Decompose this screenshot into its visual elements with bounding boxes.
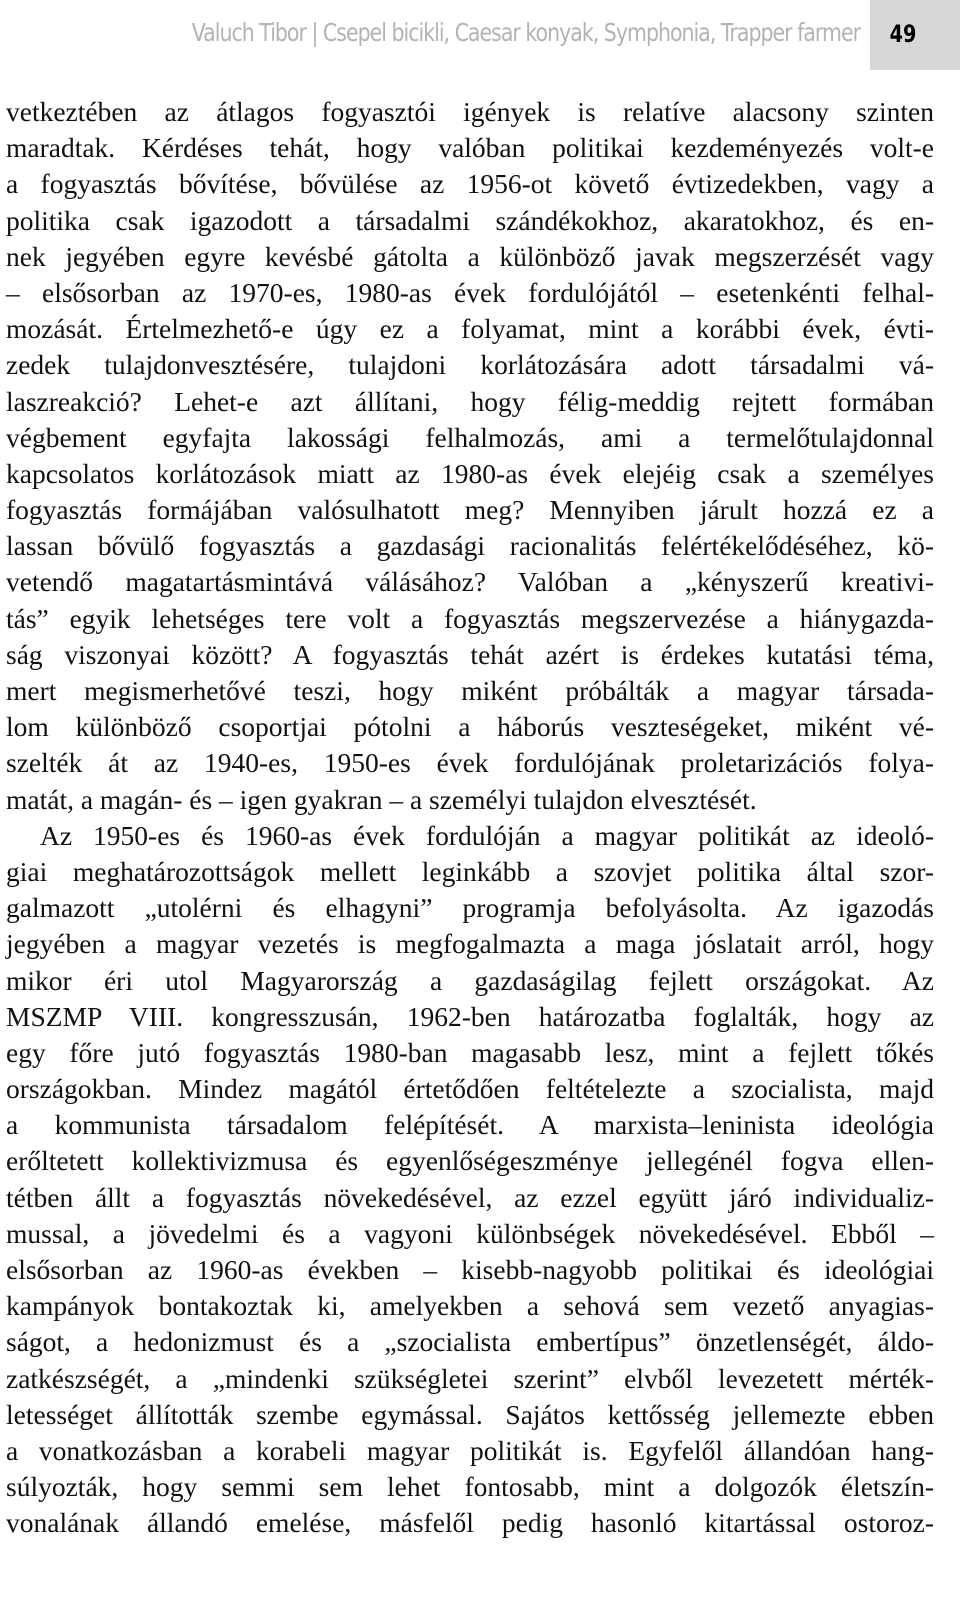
text-line: a vonatkozásban a korabeli magyar politikát is. Egyfelől állandóan hang- <box>6 1434 934 1466</box>
text-line: a fogyasztás bővítése, bővülése az 1956-ot követő évtizedekben, vagy a <box>6 168 934 200</box>
text-line: vetkeztében az átlagos fogyasztói igények is relatíve alacsony szinten <box>6 96 934 127</box>
text-line: zatkészségét, a „mindenki szükségletei szerint” elvből levezetett mérték- <box>6 1362 934 1394</box>
body-text <box>6 94 934 1542</box>
text-line: kampányok bontakoztak ki, amelyekben a sehová sem vezető anyagias- <box>6 1290 934 1322</box>
page-header <box>0 0 960 70</box>
text-line: galmazott „utolérni és elhagyni” programja befolyásolta. Az igazodás <box>6 892 934 924</box>
text-line: végbement egyfajta lakossági felhalmozás, ami a termelőtulajdonnal <box>6 421 934 453</box>
text-line: országokban. Mindez magától értetődően feltételezte a szocialista, majd <box>6 1073 934 1105</box>
text-line: a kommunista társadalom felépítését. A marxista–leninista ideológia <box>6 1109 934 1141</box>
text-line: giai meghatározottságok mellett leginkább a szovjet politika által szor- <box>6 855 934 887</box>
text-line: tás” egyik lehetséges tere volt a fogyasztás megszervezése a hiánygazda- <box>6 602 934 634</box>
text-line: Az 1950-es és 1960-as évek fordulóján a magyar politikát az ideoló- <box>40 819 934 851</box>
text-line: laszreakció? Lehet-e azt állítani, hogy félig-meddig rejtett formában <box>6 385 934 417</box>
page-number: 49 <box>889 20 917 48</box>
text-line: letességet állították szembe egymással. Sajátos kettősség jellemezte ebben <box>6 1398 934 1430</box>
running-head: Valuch Tibor | Csepel bicikli, Caesar konyak, Symphonia, Trapper farmer <box>191 18 860 47</box>
text-line: egy főre jutó fogyasztás 1980-ban magasabb lesz, mint a fejlett tőkés <box>6 1036 934 1068</box>
text-line: szelték át az 1940-es, 1950-es évek fordulójának proletarizációs folya- <box>6 747 934 779</box>
text-line: lassan bővülő fogyasztás a gazdasági racionalitás felértékelődéséhez, kö- <box>6 530 934 562</box>
text-line: mert megismerhetővé teszi, hogy miként próbálták a magyar társada- <box>6 675 934 706</box>
text-line: politika csak igazodott a társadalmi szándékokhoz, akaratokhoz, és en- <box>6 204 934 236</box>
text-line: lom különböző csoportjai pótolni a háborús veszteségeket, miként vé- <box>6 711 934 743</box>
paragraph-2 <box>6 818 934 1542</box>
text-line: matát, a magán- és – igen gyakran – a személyi tulajdon elvesztését. <box>6 783 757 815</box>
text-line: mozását. Értelmezhető-e úgy ez a folyamat, mint a korábbi évek, évti- <box>6 313 934 345</box>
text-line: ságot, a hedonizmust és a „szocialista embertípus” önzetlenségét, áldo- <box>6 1326 934 1358</box>
text-line: vonalának állandó emelése, másfelől pedig hasonló kitartással ostoroz- <box>6 1507 934 1539</box>
text-line: mikor éri utol Magyarország a gazdaságilag fejlett országokat. Az <box>6 964 934 996</box>
text-line: MSZMP VIII. kongresszusán, 1962-ben határozatba foglalták, hogy az <box>6 1000 934 1032</box>
page-number-box <box>870 0 960 70</box>
text-line: jegyében a magyar vezetés is megfogalmazta a maga jóslatait arról, hogy <box>6 928 934 960</box>
text-line: vetendő magatartásmintává válásához? Valóban a „kényszerű kreativi- <box>6 566 934 598</box>
text-line: zedek tulajdonvesztésére, tulajdoni korlátozására adott társadalmi vá- <box>6 349 934 381</box>
text-line: súlyozták, hogy semmi sem lehet fontosabb, mint a dolgozók életszín- <box>6 1471 934 1503</box>
text-line: mussal, a jövedelmi és a vagyoni különbségek növekedésével. Ebből – <box>6 1217 934 1249</box>
text-line: erőltetett kollektivizmusa és egyenlőségeszménye jellegénél fogva ellen- <box>6 1145 934 1177</box>
text-line: maradtak. Kérdéses tehát, hogy valóban politikai kezdeményezés volt-e <box>6 132 934 164</box>
text-line: tétben állt a fogyasztás növekedésével, az ezzel együtt járó individualiz- <box>6 1181 934 1213</box>
text-line: elsősorban az 1960-as években – kisebb-nagyobb politikai és ideológiai <box>6 1254 934 1285</box>
text-line: fogyasztás formájában valósulhatott meg? Mennyiben járult hozzá ez a <box>6 494 934 526</box>
paragraph-1 <box>6 94 934 818</box>
text-line: ság viszonyai között? A fogyasztás tehát azért is érdekes kutatási téma, <box>6 638 934 670</box>
text-line: – elsősorban az 1970-es, 1980-as évek fordulójától – esetenkénti felhal- <box>6 276 934 308</box>
text-line: kapcsolatos korlátozások miatt az 1980-as évek elejéig csak a személyes <box>6 457 934 489</box>
text-line: nek jegyében egyre kevésbé gátolta a különböző javak megszerzését vagy <box>6 240 934 272</box>
